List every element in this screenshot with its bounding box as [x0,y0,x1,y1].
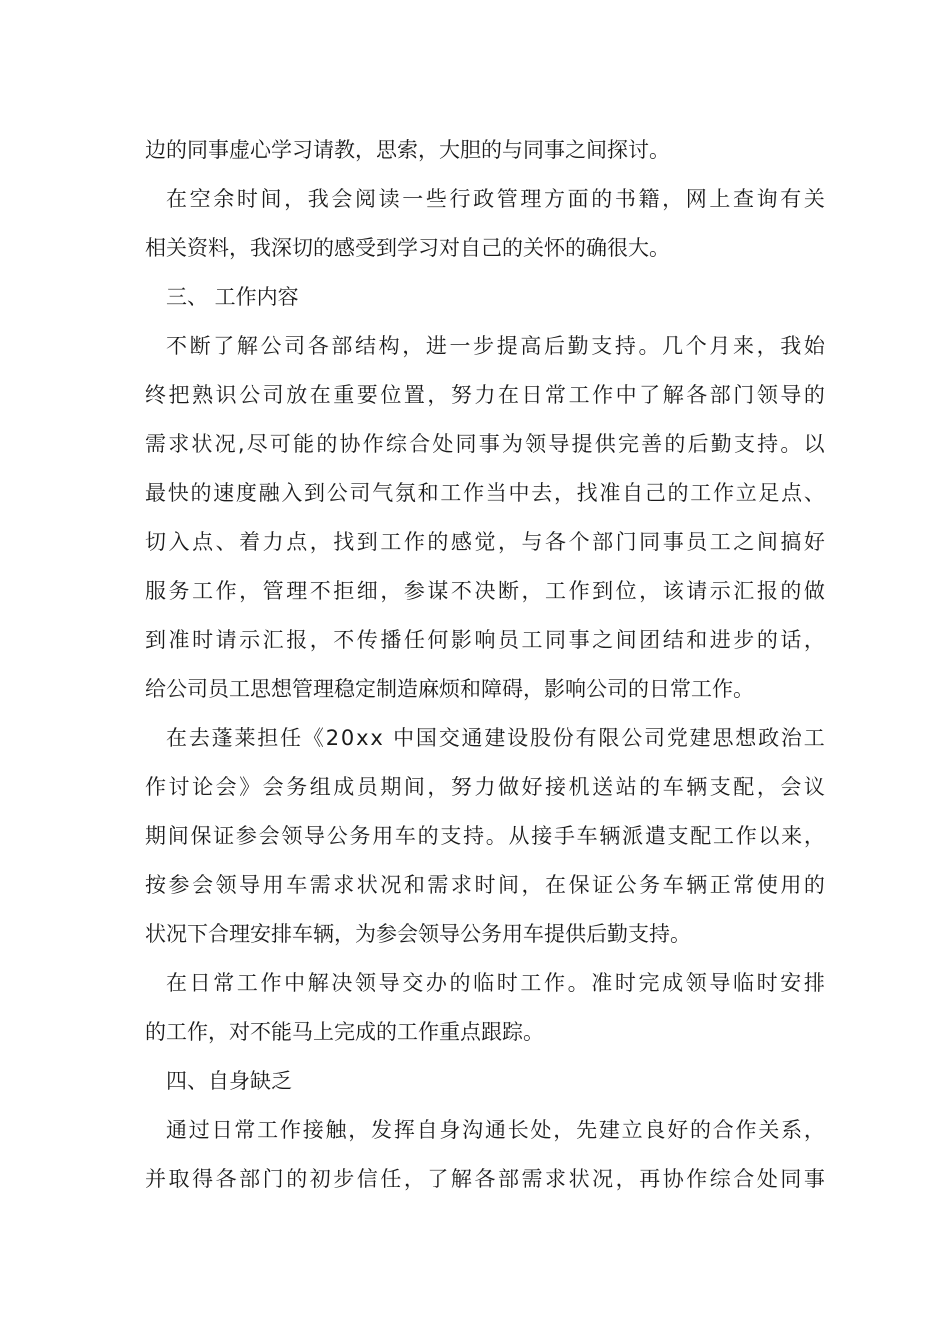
text-line: 状况下合理安排车辆，为参会领导公务用车提供后勤支持。 [145,922,691,946]
text-line: 并 取 得 各 部 门 的 初 步 信 任 ， 了 解 各 部 需 求 状 况 ， 再 协 作 综 合 处 同 事 [145,1167,825,1191]
text-line: 作 讨 论 会 》 会 务 组 成 员 期 间 ， 努 力 做 好 接 机 送 站 的 车 辆 支 配 ， 会 议 [145,775,825,799]
text-line: 服 务 工 作 ， 管 理 不 拒 细 ， 参 谋 不 决 断 ， 工 作 到 位 ， 该 请 示 汇 报 的 做 [145,579,825,603]
text-line: 最 快 的 速 度 融 入 到 公 司 气 氛 和 工 作 当 中 去 ， 找 准 自 己 的 工 作 立 足 点 、 [145,481,825,505]
text-line: 在 日 常 工 作 中 解 决 领 导 交 办 的 临 时 工 作 。 准 时 完 成 领 导 临 时 安 排 [166,971,825,995]
text-line: 按 参 会 领 导 用 车 需 求 状 况 和 需 求 时 间 ， 在 保 证 公 务 车 辆 正 常 使 用 的 [145,873,825,897]
text-line: 通 过 日 常 工 作 接 触 ， 发 挥 自 身 沟 通 长 处 ， 先 建 立 良 好 的 合 作 关 系 ， [166,1118,825,1142]
text-line: 到 准 时 请 示 汇 报 ， 不 传 播 任 何 影 响 员 工 同 事 之 间 团 结 和 进 步 的 话 ， [145,628,825,652]
text-line: 给公司员工思想管理稳定制造麻烦和障碍，影响公司的日常工作。 [145,677,754,701]
text-line: 终 把 熟 识 公 司 放 在 重 要 位 置 ， 努 力 在 日 常 工 作 中 了 解 各 部 门 领 导 的 [145,383,825,407]
document-body [145,126,825,1204]
text-line: 三、 工作内容 [166,285,299,309]
text-line: 边的同事虚心学习请教，思索，大胆的与同事之间探讨。 [145,138,670,162]
text-line: 在 空 余 时 间 ， 我 会 阅 读 一 些 行 政 管 理 方 面 的 书 籍 ， 网 上 查 询 有 关 [166,187,825,211]
text-line: 不 断 了 解 公 司 各 部 结 构 ， 进 一 步 提 高 后 勤 支 持 。 几 个 月 来 ， 我 始 [166,334,825,358]
text-line: 切 入 点 、 着 力 点 ， 找 到 工 作 的 感 觉 ， 与 各 个 部 门 同 事 员 工 之 间 搞 好 [145,530,825,554]
text-line: 的工作，对不能马上完成的工作重点跟踪。 [145,1020,544,1044]
text-line: 需 求 状 况 , 尽 可 能 的 协 作 综 合 处 同 事 为 领 导 提 供 完 善 的 后 勤 支 持 。 以 [145,432,825,456]
text-line: 相关资料，我深切的感受到学习对自己的关怀的确很大。 [145,236,670,260]
text-line: 期 间 保 证 参 会 领 导 公 务 用 车 的 支 持 。 从 接 手 车 辆 派 遣 支 配 工 作 以 来 ， [145,824,825,848]
text-line: 四、自身缺乏 [166,1069,292,1093]
text-line: 在 去 蓬 莱 担 任 《 2 0 x x 中 国 交 通 建 设 股 份 有 限 公 司 党 建 思 想 政 治 工 [166,726,825,750]
